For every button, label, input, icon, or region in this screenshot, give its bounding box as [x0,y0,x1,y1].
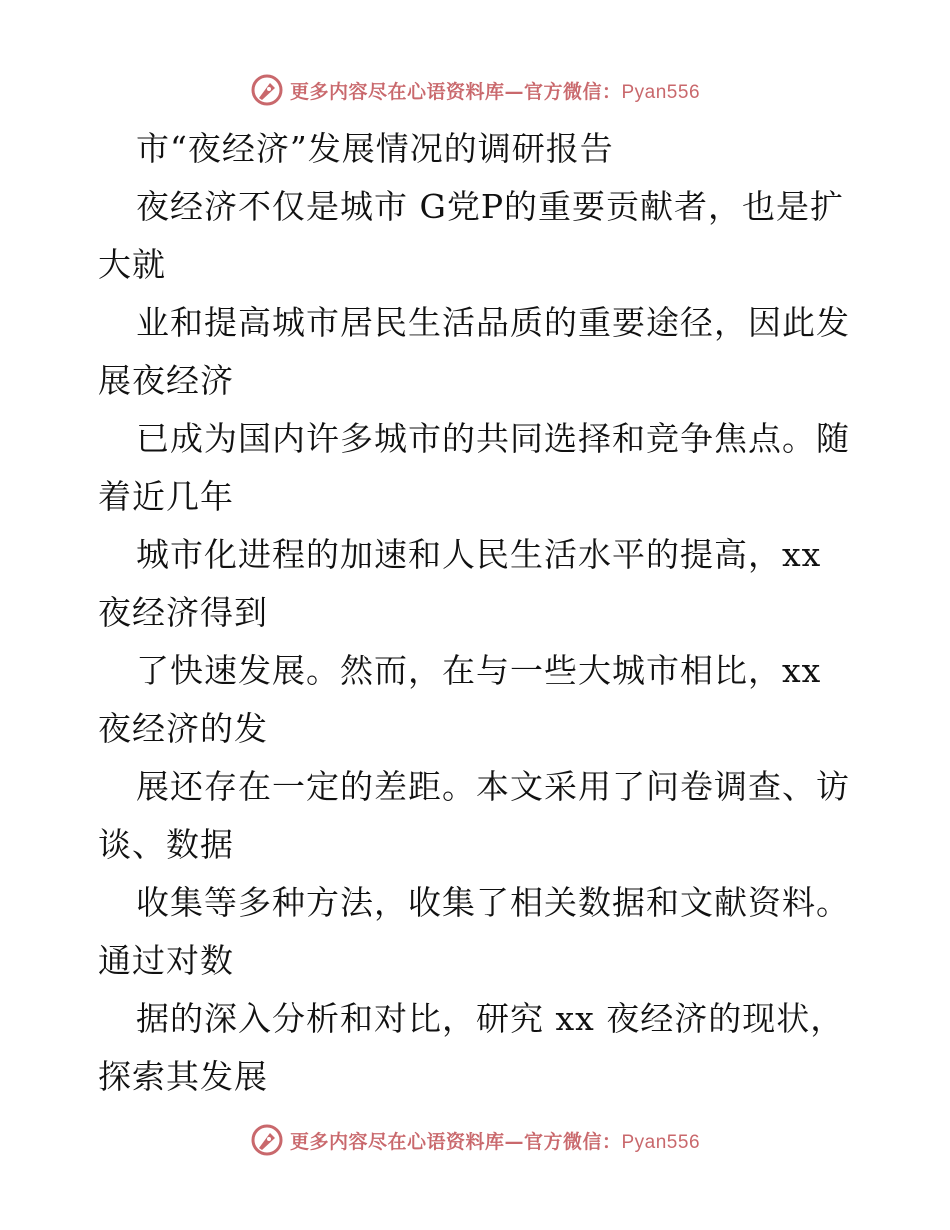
watermark-text: 更多内容尽在心语资料库—官方微信：Pyan556 [289,80,701,103]
watermark-banner-top [0,70,950,110]
pen-nib-logo-icon [250,1123,284,1157]
text-line: 夜经济的发 [98,709,268,748]
watermark-banner-bottom [0,1120,950,1160]
text-line: 展还存在一定的差距。本文采用了问卷调查、访 [136,767,850,806]
text-line: 业和提高城市居民生活品质的重要途径，因此发 [136,303,850,342]
text-line: 城市化进程的加速和人民生活水平的提高，xx [136,535,822,574]
text-line: 了快速发展。然而，在与一些大城市相比，xx [136,651,822,690]
text-line: 着近几年 [98,477,234,516]
text-line: 展夜经济 [98,361,234,400]
text-line: 探索其发展 [98,1057,268,1096]
text-line: 夜经济得到 [98,593,268,632]
text-line: 谈、数据 [98,825,234,864]
text-line: 通过对数 [98,941,234,980]
text-line: 已成为国内许多城市的共同选择和竞争焦点。随 [136,419,850,458]
text-line: 据的深入分析和对比，研究 xx 夜经济的现状， [136,999,845,1038]
pen-nib-logo-icon [250,73,284,107]
watermark-text: 更多内容尽在心语资料库—官方微信：Pyan556 [289,1130,701,1153]
text-line: 收集等多种方法，收集了相关数据和文献资料。 [136,883,850,922]
text-line: 市“夜经济”发展情况的调研报告 [136,129,614,168]
text-line: 大就 [98,245,166,284]
document-body [98,120,868,1106]
text-line: 夜经济不仅是城市 G党P的重要贡献者，也是扩 [136,187,845,226]
